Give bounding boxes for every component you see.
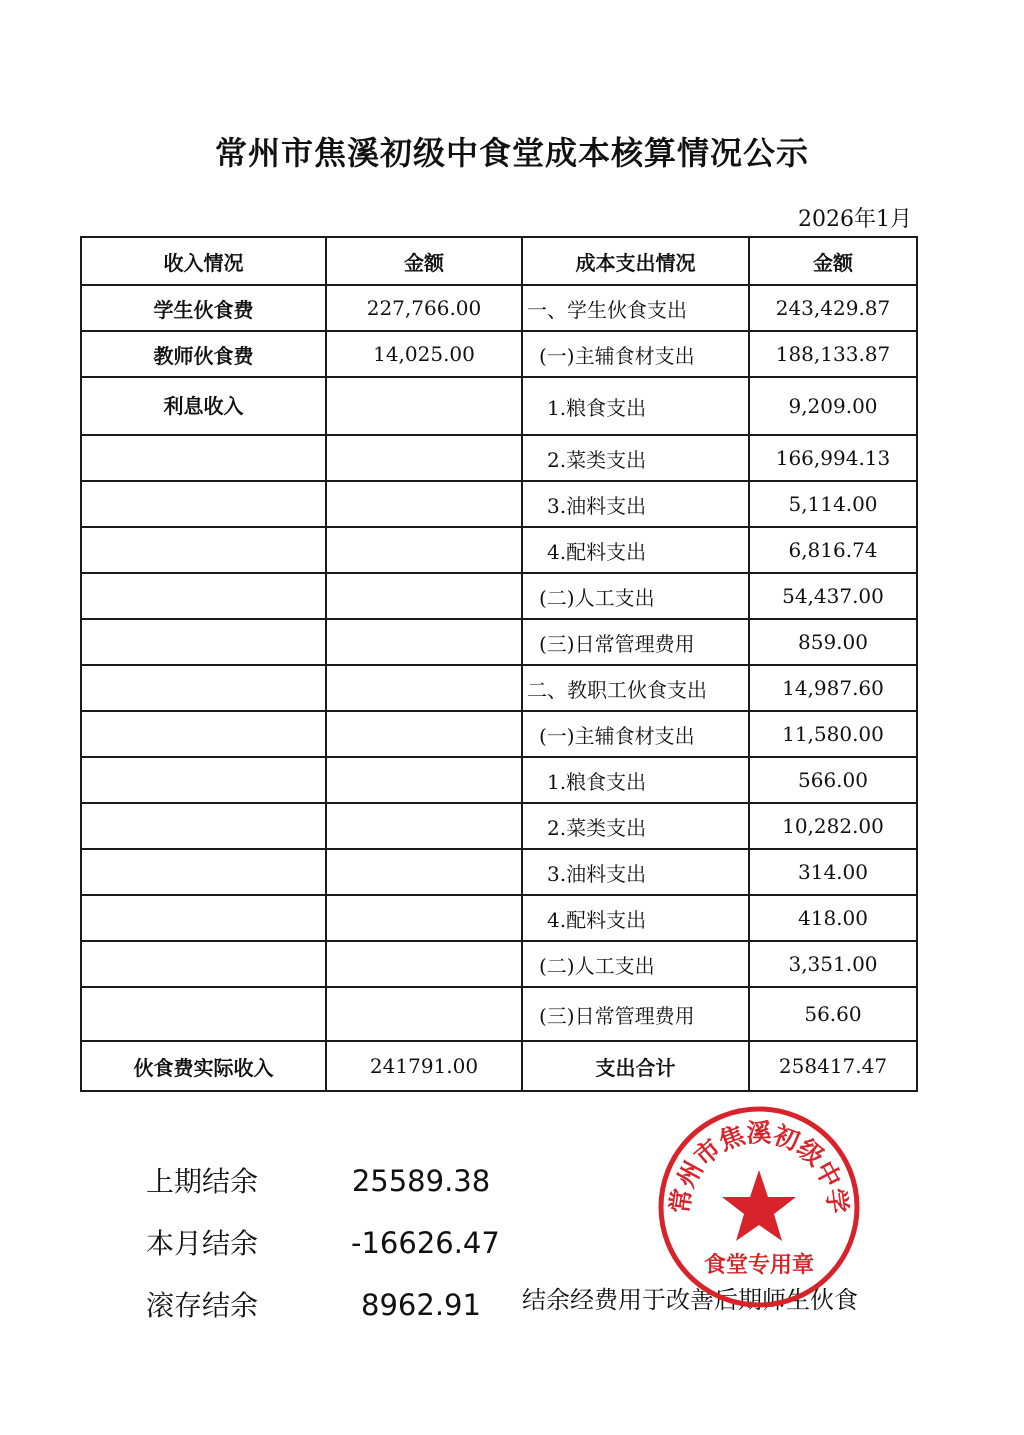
empty-cell [81, 665, 326, 711]
cost-accounting-table [80, 236, 918, 1092]
expense-label: (二)人工支出 [522, 573, 749, 619]
empty-cell [81, 757, 326, 803]
expense-amount: 418.00 [749, 895, 917, 941]
expense-amount: 54,437.00 [749, 573, 917, 619]
expense-label: 1.粮食支出 [522, 377, 749, 435]
table-row [81, 941, 917, 987]
income-amount: 227,766.00 [326, 285, 522, 331]
expense-amount: 566.00 [749, 757, 917, 803]
table-row [81, 435, 917, 481]
summary-label: 滚存结余 [146, 1289, 259, 1322]
income-label: 教师伙食费 [81, 331, 326, 377]
expense-label: 2.菜类支出 [522, 435, 749, 481]
income-label: 学生伙食费 [81, 285, 326, 331]
total-expense-amount: 258417.47 [749, 1041, 917, 1091]
header-income-amount: 金额 [326, 237, 522, 285]
empty-cell [326, 527, 522, 573]
header-expense-amount: 金额 [749, 237, 917, 285]
official-seal-stamp [656, 1104, 862, 1310]
seal-ring-text: 常州市焦溪初级中学 [665, 1118, 853, 1216]
table-row [81, 895, 917, 941]
empty-cell [326, 481, 522, 527]
empty-cell [326, 987, 522, 1041]
empty-cell [326, 711, 522, 757]
expense-label: (一)主辅食材支出 [522, 331, 749, 377]
empty-cell [81, 711, 326, 757]
income-amount [326, 377, 522, 435]
table-row [81, 803, 917, 849]
empty-cell [81, 573, 326, 619]
empty-cell [326, 849, 522, 895]
table-row [81, 665, 917, 711]
table-row [81, 285, 917, 331]
expense-label: 4.配料支出 [522, 895, 749, 941]
star-icon [722, 1170, 796, 1241]
expense-amount: 5,114.00 [749, 481, 917, 527]
header-income: 收入情况 [81, 237, 326, 285]
empty-cell [81, 849, 326, 895]
empty-cell [81, 619, 326, 665]
summary-label: 上期结余 [146, 1165, 259, 1198]
expense-label: 一、学生伙食支出 [522, 285, 749, 331]
expense-label: 4.配料支出 [522, 527, 749, 573]
income-label: 利息收入 [81, 377, 326, 435]
expense-label: 2.菜类支出 [522, 803, 749, 849]
expense-amount: 188,133.87 [749, 331, 917, 377]
expense-amount: 11,580.00 [749, 711, 917, 757]
expense-amount: 243,429.87 [749, 285, 917, 331]
table-row [81, 331, 917, 377]
summary-row-previous [146, 1160, 491, 1200]
empty-cell [81, 527, 326, 573]
empty-cell [81, 481, 326, 527]
empty-cell [326, 665, 522, 711]
empty-cell [326, 803, 522, 849]
table-row [81, 481, 917, 527]
summary-label: 本月结余 [146, 1227, 259, 1260]
header-expense: 成本支出情况 [522, 237, 749, 285]
expense-label: 1.粮食支出 [522, 757, 749, 803]
expense-label: 3.油料支出 [522, 849, 749, 895]
expense-amount: 9,209.00 [749, 377, 917, 435]
balance-note: 结余经费用于改善后期师生伙食 [522, 1286, 858, 1314]
empty-cell [326, 941, 522, 987]
empty-cell [81, 987, 326, 1041]
table-row [81, 573, 917, 619]
total-income-amount: 241791.00 [326, 1041, 522, 1091]
income-amount: 14,025.00 [326, 331, 522, 377]
table-total-row [81, 1041, 917, 1091]
expense-amount: 3,351.00 [749, 941, 917, 987]
table-header-row [81, 237, 917, 285]
expense-amount: 314.00 [749, 849, 917, 895]
expense-label: (一)主辅食材支出 [522, 711, 749, 757]
empty-cell [326, 895, 522, 941]
expense-label: 3.油料支出 [522, 481, 749, 527]
table-row [81, 527, 917, 573]
empty-cell [326, 619, 522, 665]
expense-amount: 6,816.74 [749, 527, 917, 573]
expense-amount: 10,282.00 [749, 803, 917, 849]
table-row [81, 377, 917, 435]
expense-label: (三)日常管理费用 [522, 987, 749, 1041]
empty-cell [81, 895, 326, 941]
expense-amount: 56.60 [749, 987, 917, 1041]
empty-cell [326, 435, 522, 481]
empty-cell [326, 573, 522, 619]
summary-value: -16626.47 [351, 1226, 500, 1260]
expense-amount: 859.00 [749, 619, 917, 665]
total-expense-label: 支出合计 [522, 1041, 749, 1091]
table-row [81, 849, 917, 895]
table-row [81, 711, 917, 757]
summary-row-rolling [146, 1284, 491, 1324]
summary-value: 8962.91 [361, 1288, 481, 1322]
table-row [81, 619, 917, 665]
expense-amount: 14,987.60 [749, 665, 917, 711]
empty-cell [81, 435, 326, 481]
summary-row-current [146, 1222, 500, 1262]
page-title: 常州市焦溪初级中食堂成本核算情况公示 [214, 134, 809, 172]
table-row [81, 757, 917, 803]
expense-label: 二、教职工伙食支出 [522, 665, 749, 711]
empty-cell [81, 803, 326, 849]
summary-value: 25589.38 [351, 1164, 491, 1198]
empty-cell [326, 757, 522, 803]
expense-amount: 166,994.13 [749, 435, 917, 481]
report-date: 2026年1月 [798, 207, 912, 232]
table-row [81, 987, 917, 1041]
expense-label: (二)人工支出 [522, 941, 749, 987]
empty-cell [81, 941, 326, 987]
seal-center-text: 食堂专用章 [703, 1253, 815, 1278]
total-income-label: 伙食费实际收入 [81, 1041, 326, 1091]
expense-label: (三)日常管理费用 [522, 619, 749, 665]
